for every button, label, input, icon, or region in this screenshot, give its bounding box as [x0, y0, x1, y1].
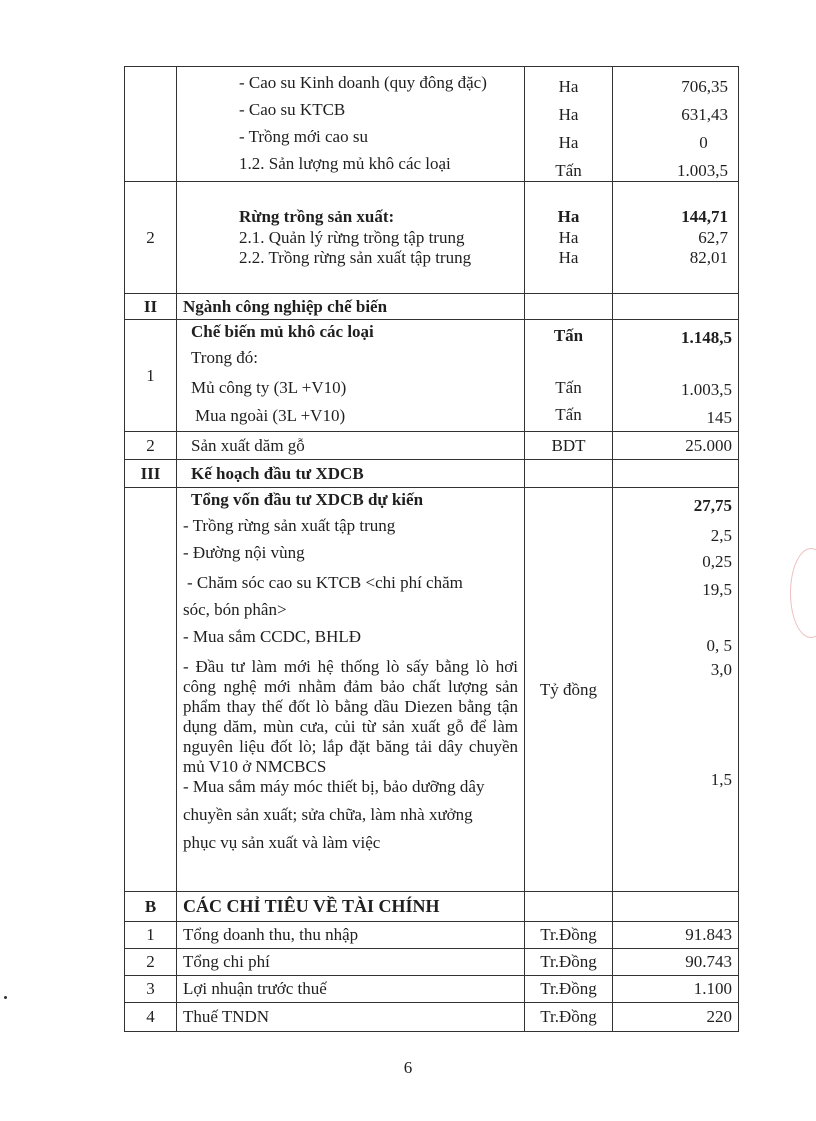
value-cell — [613, 460, 739, 488]
description-cell — [177, 182, 525, 294]
list-item: - Đầu tư làm mới hệ thống lò sấy bằng lò hơi công nghệ mới nhằm đảm bảo chất lượng sản phẩm thay thế đốt lò bằng dầu Diezen bằng tận dụng dăm, mùn cưa, củi từ sản xuất gỗ để làm nguyên liệu đốt lò; lắp đặt băng tải dây chuyền mủ V10 ở NMCBCS — [183, 657, 518, 777]
unit: Ha — [558, 133, 579, 152]
table-row — [125, 922, 739, 949]
value: 0 — [699, 133, 708, 152]
section-heading: Tổng vốn đầu tư XDCB dự kiến — [191, 490, 424, 510]
unit-cell — [525, 182, 613, 294]
row-number: 3 — [125, 976, 177, 1003]
list-item: - Trồng mới cao su — [239, 127, 368, 146]
value-cell — [613, 892, 739, 922]
page-number: 6 — [403, 1058, 413, 1077]
value: 0,25 — [702, 552, 732, 572]
row-number: 4 — [125, 1003, 177, 1032]
item-label: Thuế TNDN — [177, 1003, 525, 1032]
section-heading: Rừng trồng sản xuất: — [239, 207, 395, 227]
list-item: 2.1. Quản lý rừng trồng tập trung — [239, 227, 465, 247]
table-row — [125, 488, 739, 892]
unit: Tr.Đồng — [525, 1003, 613, 1032]
value: 1,5 — [710, 770, 732, 790]
list-item: 1.2. Sản lượng mủ khô các loại — [239, 154, 451, 173]
value: 82,01 — [689, 248, 728, 268]
row-number: 2 — [125, 182, 177, 294]
table-row — [125, 67, 739, 182]
section-title: CÁC CHỈ TIÊU VỀ TÀI CHÍNH — [177, 892, 525, 922]
value-cell — [613, 488, 739, 892]
row-number: 2 — [125, 432, 177, 460]
list-item: Mủ công ty (3L +V10) — [191, 378, 347, 398]
item-label: Tổng doanh thu, thu nhập — [177, 922, 525, 949]
unit: Ha — [558, 227, 579, 247]
table-row — [125, 1003, 739, 1032]
plan-table — [124, 66, 739, 1032]
section-row — [125, 460, 739, 488]
table-row — [125, 182, 739, 294]
value: 1.100 — [613, 976, 739, 1003]
row-number: 1 — [125, 922, 177, 949]
unit: Tấn — [553, 326, 584, 346]
item-label: Tổng chi phí — [177, 949, 525, 976]
unit: Ha — [558, 105, 579, 124]
section-row — [125, 294, 739, 320]
section-title: Kế hoạch đầu tư XDCB — [177, 460, 525, 488]
section-number: B — [125, 892, 177, 922]
value: 1.003,5 — [681, 380, 732, 400]
value-cell — [613, 182, 739, 294]
list-item: - Cao su KTCB — [239, 100, 346, 119]
scan-speck — [4, 996, 7, 999]
list-item: - Cao su Kinh doanh (quy đông đặc) — [239, 73, 487, 92]
item-label: Sản xuất dăm gỗ — [177, 432, 525, 460]
value: 25.000 — [613, 432, 739, 460]
value: 706,35 — [681, 77, 728, 96]
list-item: - Mua sắm CCDC, BHLĐ — [183, 627, 362, 647]
stamp-mark — [790, 548, 816, 638]
value: 3,0 — [710, 660, 732, 680]
row-number: 1 — [125, 320, 177, 432]
list-item: 2.2. Trồng rừng sản xuất tập trung — [239, 248, 472, 268]
value: 2,5 — [710, 526, 732, 546]
row-number-cell — [125, 67, 177, 182]
unit: Tấn — [555, 161, 582, 180]
unit-cell — [525, 892, 613, 922]
unit: Tr.Đồng — [525, 949, 613, 976]
section-number: II — [125, 294, 177, 320]
section-number: III — [125, 460, 177, 488]
value: 145 — [706, 408, 732, 428]
table-row — [125, 432, 739, 460]
list-item: sóc, bón phân> — [183, 600, 287, 620]
unit: Tr.Đồng — [525, 976, 613, 1003]
section-heading: Chế biến mủ khô các loại — [191, 322, 374, 342]
list-item: chuyền sản xuất; sửa chữa, làm nhà xưởng — [183, 805, 473, 825]
unit-cell — [525, 67, 613, 182]
unit: Ha — [558, 77, 579, 96]
table-row — [125, 949, 739, 976]
list-item: Trong đó: — [191, 348, 258, 368]
value-cell — [613, 67, 739, 182]
description-cell — [177, 488, 525, 892]
value: 62,7 — [698, 227, 728, 247]
section-title: Ngành công nghiệp chế biến — [177, 294, 525, 320]
value: 144,71 — [681, 207, 728, 227]
value: 1.148,5 — [681, 328, 732, 348]
section-row — [125, 892, 739, 922]
value: 220 — [613, 1003, 739, 1032]
list-item: - Mua sắm máy móc thiết bị, bảo dưỡng dây — [183, 777, 485, 797]
unit: Ha — [558, 248, 579, 268]
value: 631,43 — [681, 105, 728, 124]
description-cell — [177, 67, 525, 182]
value: 1.003,5 — [677, 161, 728, 180]
unit: BDT — [525, 432, 613, 460]
unit: Tấn — [555, 405, 582, 425]
description-cell — [177, 320, 525, 432]
unit-cell — [525, 294, 613, 320]
value-cell — [613, 320, 739, 432]
unit: Tấn — [555, 378, 582, 398]
list-item: - Chăm sóc cao su KTCB <chi phí chăm — [187, 573, 463, 593]
list-item: phục vụ sản xuất và làm việc — [183, 833, 381, 853]
unit: Tr.Đồng — [525, 922, 613, 949]
list-item: - Trồng rừng sản xuất tập trung — [183, 516, 396, 536]
list-item: Mua ngoài (3L +V10) — [195, 406, 346, 426]
unit: Ha — [557, 207, 580, 227]
value-cell — [613, 294, 739, 320]
list-item: - Đường nội vùng — [183, 543, 305, 563]
item-label: Lợi nhuận trước thuế — [177, 976, 525, 1003]
unit-cell — [525, 320, 613, 432]
row-number-cell — [125, 488, 177, 892]
table-row — [125, 976, 739, 1003]
row-number: 2 — [125, 949, 177, 976]
unit: Tỷ đồng — [525, 488, 613, 892]
value: 90.743 — [613, 949, 739, 976]
unit-cell — [525, 460, 613, 488]
value: 27,75 — [693, 496, 732, 516]
table-row — [125, 320, 739, 432]
value: 19,5 — [702, 580, 732, 600]
value: 91.843 — [613, 922, 739, 949]
value: 0, 5 — [706, 636, 732, 656]
